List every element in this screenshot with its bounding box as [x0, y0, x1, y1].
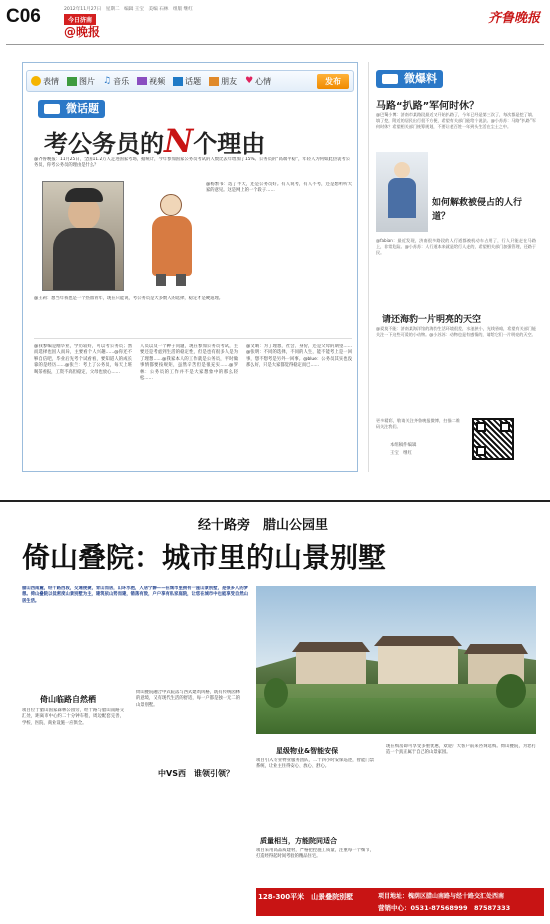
qr-code[interactable] [472, 418, 514, 460]
hotline-label: 128-300平米 山景叠院别墅 [258, 893, 354, 901]
quote-1: @杨繁书：选了半天，还是公务员好。有人说考，有人不考，还是想听听大家的意见。这是网上的一个段子…… [206, 182, 352, 194]
image-icon[interactable] [67, 77, 77, 86]
story-1-title: 马路“扒路”军何时休？ [376, 101, 480, 112]
ad-kicker: 经十路旁 腊山公园里 [198, 518, 329, 533]
ad-col1-body: 项目位于腊山国家森林公园旁，经十路与腊山南路交汇处，距离市中心约二十分钟车程，周边配套完善，学校、医院、商业设施一应俱全。 [22, 708, 124, 726]
editor-names: 王宝 继红 [390, 451, 412, 456]
hotline-number[interactable]: 营销中心：0531-87568999 87587333 [378, 904, 511, 912]
header-divider [6, 44, 544, 45]
quote-2: @王莉：想当年我也是一个热血青年，现在只能说，考公务员是大多数人的选择，稳定才是硬道理。 [34, 296, 224, 301]
topic-tag: 微话题 [38, 100, 105, 118]
article-col-2: 人员以及一个种子问题，现在参加公务员考试，主要还是考虑到生活的稳定性，但是也有很多人是为了理想……@我家本人的工作就是公务员，平时做事情都要按规矩，虽然辛苦但是很充实……@罗林：公务员的工作并不是大家想象中的那么轻松…… [140, 344, 238, 382]
weibo-toolbar [26, 70, 354, 92]
page-header [0, 0, 550, 39]
ad-col1-title: 倚山临路自然栖 [40, 695, 96, 704]
footer-note: 更多精彩，敬请关注齐鲁晚报微博，扫描二维码关注我们。 [376, 418, 460, 429]
story-2-image [376, 152, 428, 232]
page-number: C06 [6, 6, 41, 27]
story-2-title: 如何解救被侵占的人行道？ [432, 198, 523, 222]
smile-icon[interactable] [31, 76, 41, 86]
ad-col3-body: 项目引入专业物业服务团队，二十四小时安保巡逻，智能门禁系统，让业主住得安心、放心、舒心。 [256, 758, 374, 770]
topic-icon[interactable] [173, 77, 183, 86]
section-tag: 今日济南 [64, 14, 96, 25]
music-icon[interactable]: ♫ [103, 76, 112, 86]
ad-col3-title: 星级物业&智能安保 [276, 747, 339, 755]
toolbar-label[interactable]: 表情 [43, 76, 59, 86]
toolbar-label[interactable]: 视频 [149, 76, 166, 86]
toolbar-label[interactable]: 朋友 [221, 76, 238, 86]
friends-icon[interactable] [209, 77, 219, 86]
ad-col2-body: 倚山叠院融合中式院落与西式建筑风格，既有传统园林的意境，又有现代生活的舒适，每一户都是独一无二的山景别墅。 [136, 690, 240, 708]
toolbar-label[interactable]: 话题 [185, 76, 202, 86]
heart-icon[interactable]: ♥ [245, 76, 254, 86]
article-col-3: @文晴：为了理想，社会、身份，还是父母的期望……@张明：不同的选择，不同的人生，能不能考上是一回事，想不想考是另外一回事。@blue：公务员其实也没那么好，只是大家都觉得稳定而已…… [246, 344, 352, 369]
headline-part-a: 考公务员的 [44, 129, 164, 158]
story-3-body: @爱莫不能：济南某海洋馆的海豹生活环境很差，水池狭小，光线昏暗，希望有关部门能关注一下这些可爱的小动物。@小苏苏：动物也是有感情的，请给它们一片明亮的天空。 [376, 326, 536, 337]
ad-intro: 腊山西南麓，经十路西段，交通便捷，背山而居，山环水抱，人居宁静——在城市里拥有一座山景别墅，是很多人的梦想。倚山叠院以低密度山景别墅为主，建筑依山势而建，错落有致，户户享有私家庭院，让您在城市中也能享受自然山居生活。 [22, 586, 248, 604]
ad-col2-title: 中VS西 谁领引领？ [158, 769, 234, 778]
headline-n: N [164, 122, 194, 160]
article-lede: @齐鲁晚报：11月25日，全国11.2万人走进国家考场，据统计，今年参加国家公务员考试的人数比去年增加了15%。公务员的“高端平稳”，年轻人为何如此热衷考公务员，你考公务员的理由是什么？ [34, 157, 350, 169]
ad-col4-body: 项目采用高品质建材，严格把控施工质量，注重每一个细节，打造经得起时间考验的精品住宅。 [256, 848, 374, 860]
toolbar-label[interactable]: 音乐 [113, 76, 130, 86]
toolbar-label[interactable]: 图片 [79, 76, 95, 86]
editor-label: 本组稿件编辑 [390, 443, 417, 448]
tipoff-tag: 微爆料 [376, 70, 443, 88]
ad-col4-title: 质量相当，方能院同适合 [260, 837, 337, 845]
header-meta: 2012年11月27日 星期二 编辑 王宝 美编 石林 组版 继红 [64, 7, 193, 12]
story-2-body: @fabian：最近发现，济南很多路段的人行道都被机动车占用了，行人只能走在马路上，非常危险。@小苏苏：人行道本来就是给行人走的，希望相关部门加强管理，还路于民。 [376, 238, 536, 255]
toolbar-label[interactable]: 心情 [255, 76, 272, 86]
ad-col5-body: 现在购房即可享受多重优惠，欢迎广大客户前来咨询选购。倚山叠院，为您打造一个真正属于自己的山景家园。 [386, 744, 536, 756]
video-icon[interactable] [137, 77, 147, 85]
headline-part-b: 个理由 [193, 129, 266, 158]
brand-logo: 齐鲁晚报 [487, 11, 540, 26]
article-headline [44, 122, 265, 160]
portrait-image [42, 181, 124, 291]
villa-image [256, 586, 536, 734]
ad-headline: 倚山叠院：城市里的山景别墅 [22, 541, 387, 574]
article-divider [34, 338, 352, 339]
article-col-1: @我参编是刚毕业，学历较好，可以考公务员；然而选择也因人而异，主要看个人兴趣……@你还不够自信吧，毕业后先考个试看看，要知道人的成长靠的是经历……@张兰：考上了公务员，每天上班喝茶看报，工资不高但稳定，父母也放心…… [34, 344, 132, 375]
story-1-body: @巴蜀小博：济南市某路段最近又开始扒路了，今年已经是第三次了，每次都是挖了填、填了挖，附近的居民出行很不方便，希望有关部门能给个说法。@小苏苏：马路“扒路”军何时休？希望相关部门统筹规划，不要让老百姓一年到头生活在尘土之中。 [376, 112, 536, 129]
story-3-title: 请还海豹一片明亮的天空 [382, 315, 482, 325]
section-title: @晚报 [64, 25, 101, 39]
cartoon-image [146, 190, 198, 286]
project-address: 项目地址：槐荫区腊山南路与经十路交汇处西南 [378, 893, 505, 900]
publish-button[interactable]: 发布 [317, 74, 349, 89]
